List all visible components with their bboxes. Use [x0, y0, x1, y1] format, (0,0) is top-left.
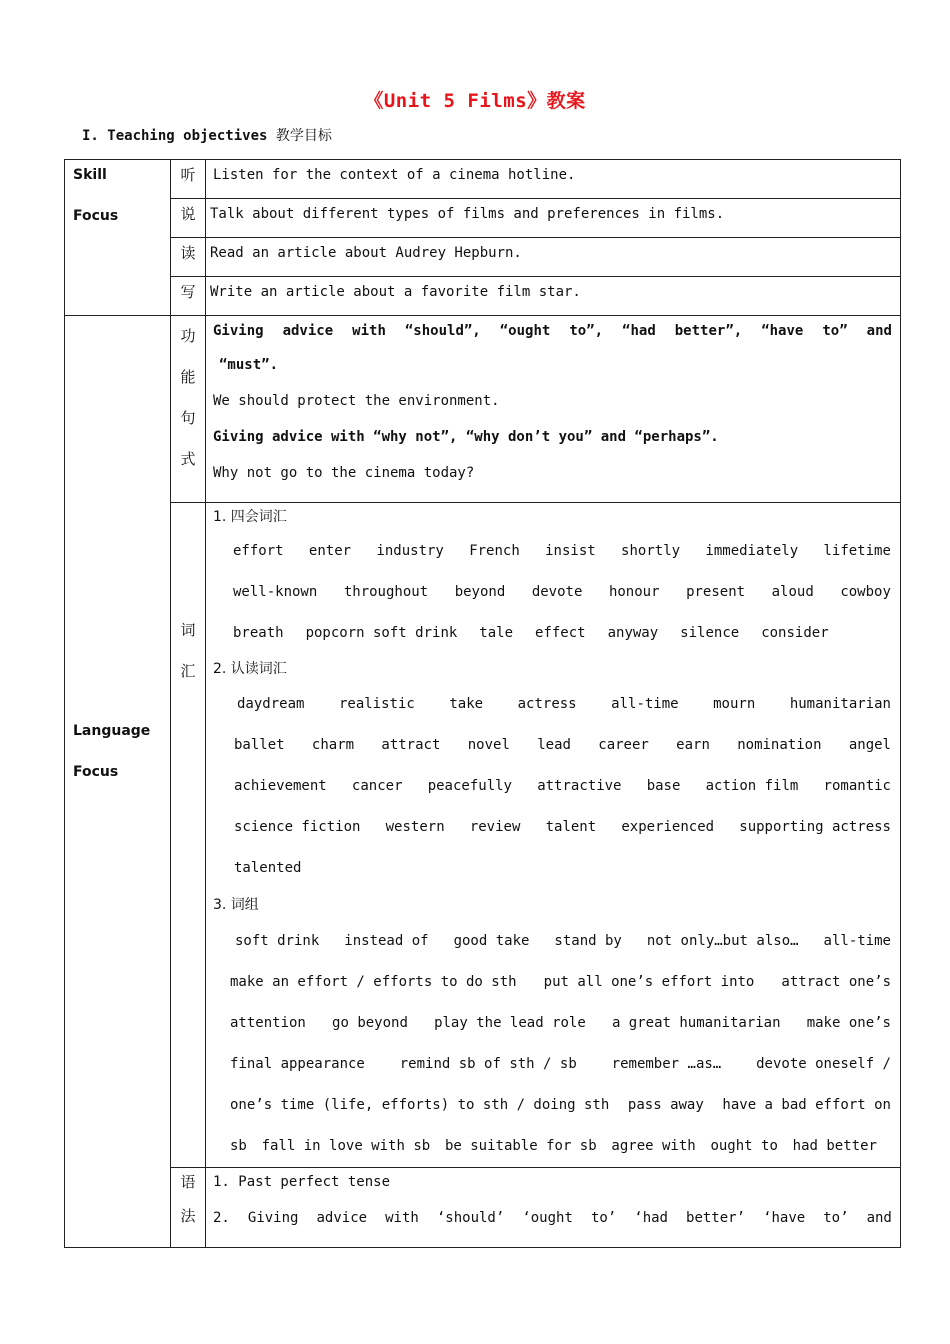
section-heading-en: I. Teaching objectives [82, 128, 268, 144]
word: 2. [213, 1210, 230, 1226]
word: “should”, [404, 323, 481, 339]
word: attractive [537, 778, 622, 794]
word: novel [467, 737, 510, 753]
word: advice [282, 323, 334, 339]
grammar-content [206, 1168, 901, 1248]
phrase-row [213, 1126, 891, 1167]
word: immediately [705, 543, 799, 559]
word: enter [308, 543, 352, 559]
word: make an effort / efforts to do sth [230, 974, 517, 990]
word: with [352, 323, 386, 339]
word: to’ [590, 1210, 617, 1226]
word: all-time [611, 696, 679, 712]
word: mourn [713, 696, 756, 712]
skill-text: Read an article about Audrey Hepburn. [206, 238, 901, 277]
skill-row-reading [65, 238, 901, 277]
vocab-row [213, 848, 891, 889]
word: effect [535, 625, 586, 641]
word: nomination [737, 737, 822, 753]
word: all-time [823, 933, 891, 949]
word: final appearance [230, 1056, 365, 1072]
word: consider [761, 625, 829, 641]
skill-focus-label [65, 160, 171, 316]
word: achievement [234, 778, 327, 794]
skill-row-speaking [65, 199, 901, 238]
word: attention [230, 1015, 306, 1031]
label-char: 式 [180, 450, 196, 468]
word: better”, [674, 323, 743, 339]
word: base [646, 778, 681, 794]
word: fall in love with sb [261, 1138, 431, 1154]
skill-row-listening [65, 160, 901, 199]
word: remind sb of sth / sb [399, 1056, 577, 1072]
skill-char: 写 [171, 277, 206, 316]
section-heading [82, 125, 332, 145]
word: have a bad effort on [722, 1097, 891, 1113]
word: aloud [771, 584, 814, 600]
section-heading-cn: 教学目标 [275, 128, 332, 144]
label-char: 功 [180, 327, 196, 345]
word: agree with [611, 1138, 696, 1154]
phrase-row [213, 1085, 891, 1126]
word: peacefully [427, 778, 512, 794]
word: stand by [554, 933, 622, 949]
phrase-row [213, 962, 891, 1003]
vocab-row [213, 725, 891, 766]
word: ‘ought [522, 1210, 573, 1226]
objectives-table [64, 159, 901, 1248]
word: sb [230, 1138, 247, 1154]
vocab-heading-1: 1. 四会词汇 [213, 509, 287, 525]
vocabulary-label [171, 503, 206, 1168]
word: review [469, 819, 521, 835]
word: cowboy [840, 584, 891, 600]
word: silence [680, 625, 740, 641]
word: daydream [237, 696, 305, 712]
label-char: 词 [180, 621, 196, 639]
function-line-2: “must”. [219, 357, 279, 373]
word: soft drink [235, 933, 320, 949]
word: throughout [343, 584, 429, 600]
word: popcorn soft drink [305, 625, 458, 641]
phrase-row [213, 1044, 891, 1085]
grammar-item-1: 1. Past perfect tense [213, 1174, 391, 1190]
skill-char: 读 [171, 238, 206, 277]
word: shortly [621, 543, 681, 559]
word: be suitable for sb [444, 1138, 597, 1154]
vocab-row [213, 807, 891, 848]
label-char: 能 [180, 368, 196, 386]
word: ‘have [763, 1210, 806, 1226]
grammar-item-2 [213, 1196, 892, 1240]
word: to”, [569, 323, 604, 339]
vocab-heading-3: 3. 词组 [213, 897, 259, 913]
word: “have [761, 323, 804, 339]
word: earn [676, 737, 710, 753]
grammar-label [171, 1168, 206, 1248]
word: romantic [823, 778, 891, 794]
phrase-row [213, 921, 891, 962]
word: effort [233, 543, 284, 559]
word: honour [608, 584, 660, 600]
word: had better [792, 1138, 877, 1154]
word: “had [622, 323, 656, 339]
word: and [866, 323, 892, 339]
word: well-known [233, 584, 318, 600]
word: angel [848, 737, 891, 753]
language-label-line1: Language [73, 722, 151, 739]
skill-label-line2: Focus [73, 208, 119, 224]
function-example-1: We should protect the environment. [213, 393, 500, 409]
word: science fiction [234, 819, 361, 835]
vocab-row [213, 572, 891, 613]
function-line-3: Giving advice with “why not”, “why don’t you” and “perhaps”. [213, 429, 719, 445]
grammar-row [65, 1168, 901, 1248]
word: instead of [344, 933, 429, 949]
word: realistic [338, 696, 415, 712]
word: lifetime [823, 543, 891, 559]
word: supporting actress [739, 819, 891, 835]
word: to’ [823, 1210, 849, 1226]
word: career [598, 737, 649, 753]
functions-label [171, 316, 206, 503]
word: make one’s [806, 1015, 891, 1031]
label-char: 汇 [180, 662, 196, 680]
word: humanitarian [789, 696, 891, 712]
word: pass away [627, 1097, 704, 1113]
skill-label-line1: Skill [73, 167, 107, 183]
label-char: 句 [180, 409, 196, 427]
vocab-row [213, 766, 891, 807]
document-title: 《Unit 5 Films》教案 [364, 90, 586, 112]
label-char: 语 [180, 1173, 196, 1191]
word: charm [311, 737, 355, 753]
language-focus-label [65, 316, 171, 1248]
word: lead [537, 737, 571, 753]
phrase-row [213, 1003, 891, 1044]
word: “ought [499, 323, 551, 339]
vocab-heading-2: 2. 认读词汇 [213, 661, 287, 677]
skill-row-writing [65, 277, 901, 316]
word: advice [316, 1210, 368, 1226]
word: anyway [607, 625, 659, 641]
word: breath [233, 625, 284, 641]
word: actress [517, 696, 577, 712]
label-char: 法 [180, 1207, 196, 1225]
language-label-line2: Focus [73, 763, 119, 780]
word: Giving [213, 323, 264, 339]
word: to” [822, 323, 848, 339]
word: present [686, 584, 746, 600]
skill-char: 听 [171, 160, 206, 199]
word: devote [531, 584, 583, 600]
word: tale [479, 625, 514, 641]
word: ‘should’ [436, 1210, 505, 1226]
word: industry [376, 543, 444, 559]
word: and [866, 1210, 892, 1226]
word: beyond [454, 584, 506, 600]
word: a great humanitarian [611, 1015, 781, 1031]
functions-content [206, 316, 901, 503]
word: go beyond [332, 1015, 408, 1031]
word: talented [234, 860, 302, 876]
word: one’s time (life, efforts) to sth / doing sth [230, 1097, 610, 1113]
word: attract [381, 737, 441, 753]
word: attract one’s [781, 974, 891, 990]
word: ought to [710, 1138, 778, 1154]
skill-text: Talk about different types of films and preferences in films. [206, 199, 901, 238]
vocab-row [213, 684, 891, 725]
word: ‘had [634, 1210, 668, 1226]
vocab-row [213, 531, 891, 572]
skill-char: 说 [171, 199, 206, 238]
word: play the lead role [434, 1015, 586, 1031]
word: not only…but also… [646, 933, 799, 949]
word: western [385, 819, 445, 835]
word: better’ [686, 1210, 746, 1226]
skill-text: Listen for the context of a cinema hotline. [206, 160, 901, 199]
vocabulary-content [206, 503, 901, 1168]
word: put all one’s effort into [543, 974, 755, 990]
word: devote oneself / [756, 1056, 891, 1072]
word: French [469, 543, 520, 559]
word: ballet [234, 737, 285, 753]
word: take [449, 696, 484, 712]
word: Giving [247, 1210, 299, 1226]
word: insist [545, 543, 596, 559]
function-example-2: Why not go to the cinema today? [213, 465, 475, 481]
word: action film [705, 778, 799, 794]
word: cancer [351, 778, 403, 794]
skill-text: Write an article about a favorite film star. [206, 277, 901, 316]
functions-row [65, 316, 901, 503]
word: talent [545, 819, 597, 835]
vocab-row [213, 613, 891, 654]
word: with [385, 1210, 419, 1226]
word: good take [453, 933, 530, 949]
function-line-1 [213, 316, 892, 345]
word: experienced [621, 819, 715, 835]
word: remember …as… [611, 1056, 722, 1072]
vocabulary-row [65, 503, 901, 1168]
